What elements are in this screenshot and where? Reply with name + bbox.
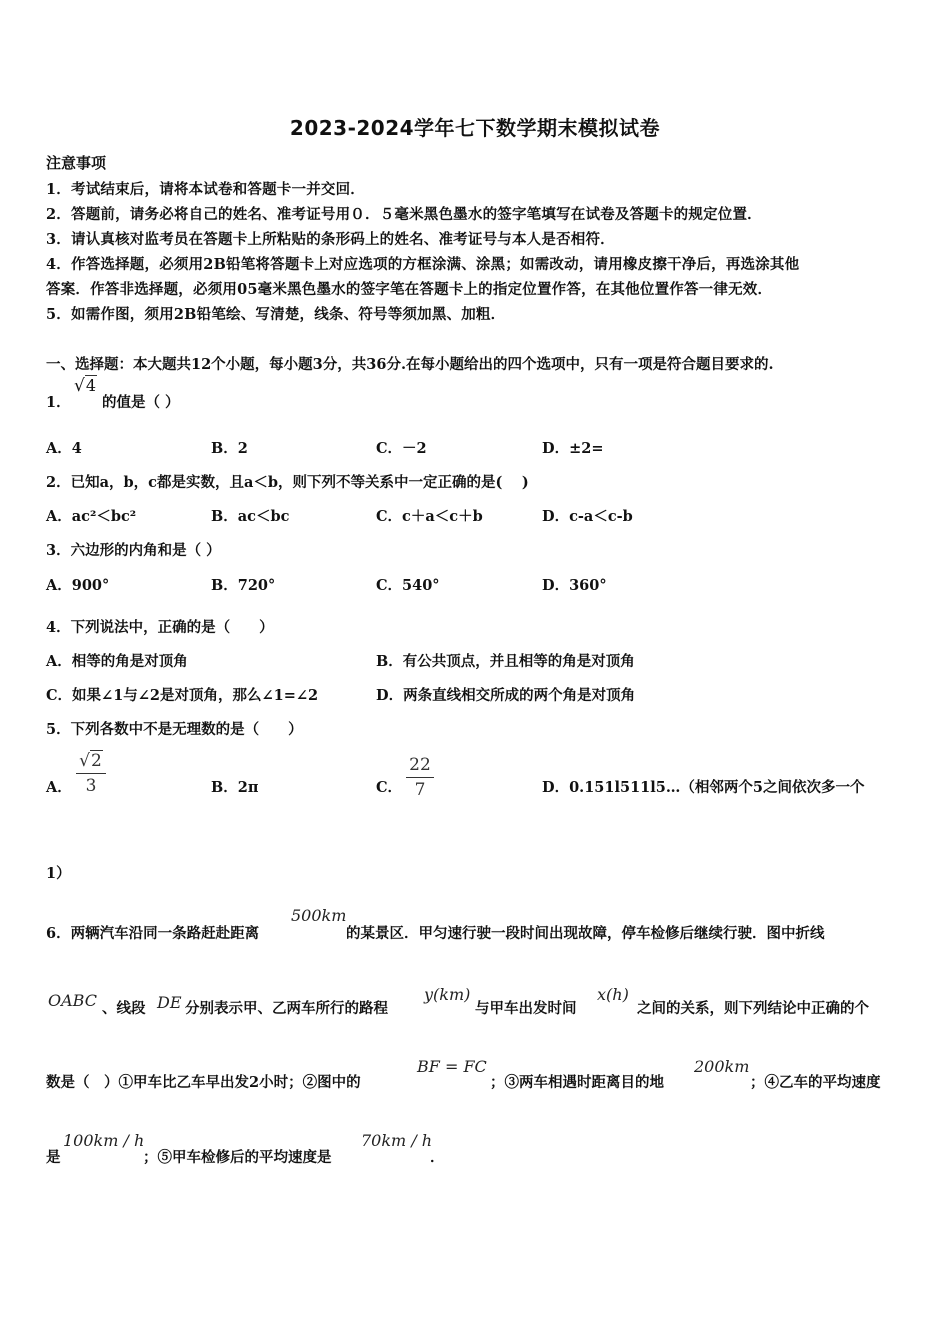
option-d: D．±2=: [542, 440, 604, 457]
question-6-text: 6．两辆汽车沿同一条路赶赴距离: [46, 925, 260, 942]
question-6-text: ；⑤甲车检修后的平均速度是: [143, 1149, 332, 1166]
question-6-text: ．: [430, 1149, 445, 1166]
question-3-text: 3．六边形的内角和是（ ）: [46, 542, 221, 559]
notice-item: 4．作答选择题，必须用2B铅笔将答题卡上对应选项的方框涂满、涂黑；如需改动，请用橡皮擦干净后，再选涂其他: [46, 256, 800, 273]
option-d: D．c-a＜c-b: [542, 508, 633, 525]
math-70kmh: 70km / h: [361, 1131, 433, 1150]
option-a: A．900°: [46, 577, 110, 594]
option-c-label: C．: [376, 779, 403, 796]
option-b: B．2: [211, 440, 248, 457]
fraction-22-over-7: [406, 754, 434, 801]
radicand: 4: [85, 376, 97, 395]
option-b: B．2π: [211, 779, 259, 796]
option-c: C．540°: [376, 577, 440, 594]
fraction-denominator: 7: [414, 780, 426, 800]
question-6-text: 分别表示甲、乙两车所行的路程: [185, 1000, 388, 1017]
math-500km: 500km: [291, 906, 347, 925]
math-x-h: x(h): [597, 985, 629, 1004]
fraction-numerator: 2: [91, 751, 102, 771]
option-d: D．两条直线相交所成的两个角是对顶角: [376, 687, 636, 704]
question-6-text: 是: [46, 1149, 61, 1166]
option-a: A．4: [46, 440, 82, 457]
option-d: D．0.151l511l5…（相邻两个5之间依次多一个: [542, 779, 865, 796]
math-bf-fc: BF = FC: [417, 1057, 487, 1076]
option-b: B．ac＜bc: [211, 508, 290, 525]
question-6-text: 与甲车出发时间: [475, 1000, 577, 1017]
option-a: A．ac²＜bc²: [46, 508, 137, 525]
math-100kmh: 100km / h: [63, 1131, 145, 1150]
option-a: A．相等的角是对顶角: [46, 653, 188, 670]
sqrt-icon: √: [74, 376, 85, 396]
question-2-text: 2．已知a，b，c都是实数，且a＜b，则下列不等关系中一定正确的是( ): [46, 474, 529, 491]
question-6-text: ；③两车相遇时距离目的地: [490, 1074, 664, 1091]
math-y-km: y(km): [424, 985, 471, 1004]
question-6-text: 、线段: [102, 1000, 146, 1017]
fraction-bar: [76, 773, 106, 774]
option-b: B．有公共顶点，并且相等的角是对顶角: [376, 653, 635, 670]
math-200km: 200km: [694, 1057, 750, 1076]
page-title: 2023-2024学年七下数学期末模拟试卷: [289, 116, 661, 140]
notice-item: 答案．作答非选择题，必须用05毫米黑色墨水的签字笔在答题卡上的指定位置作答，在其他位置作答一律无效．: [46, 281, 773, 298]
section-heading: 一、选择题：本大题共12个小题，每小题3分，共36分.在每小题给出的四个选项中，只有一项是符合题目要求的.: [46, 356, 774, 373]
math-oabc: OABC: [48, 991, 97, 1010]
notice-item: 3．请认真核对监考员在答题卡上所粘贴的条形码上的姓名、准考证号与本人是否相符．: [46, 231, 615, 248]
option-c: C．如果∠1与∠2是对顶角，那么∠1=∠2: [46, 687, 319, 704]
notice-item: 2．答题前，请务必将自己的姓名、准考证号用０．５毫米黑色墨水的签字笔填写在试卷及答题卡的规定位置．: [46, 206, 762, 223]
math-de: DE: [157, 993, 182, 1012]
option-b: B．720°: [211, 577, 276, 594]
question-6-text: 之间的关系，则下列结论中正确的个: [637, 1000, 869, 1017]
question-6-text: ；④乙车的平均速度: [750, 1074, 881, 1091]
question-6-text: 的某景区．甲匀速行驶一段时间出现故障，停车检修后继续行驶．图中折线: [346, 925, 825, 942]
question-6-text: 数是（ ）①甲车比乙车早出发2小时；②图中的: [46, 1074, 361, 1091]
question-1-number: 1．: [46, 394, 71, 411]
sqrt-icon: √: [79, 751, 90, 771]
fraction-denominator: 3: [85, 776, 97, 796]
fraction-bar: [406, 777, 434, 778]
option-d: D．360°: [542, 577, 607, 594]
notice-heading: 注意事项: [46, 154, 107, 172]
option-a-label: A．: [46, 779, 72, 796]
notice-item: 1．考试结束后，请将本试卷和答题卡一并交回．: [46, 181, 365, 198]
option-c: C．－2: [376, 440, 427, 457]
option-c: C．c＋a＜c＋b: [376, 508, 483, 525]
question-1-text: 的值是（ ）: [102, 394, 180, 411]
option-d-continued: 1）: [46, 865, 71, 882]
question-4-text: 4．下列说法中，正确的是（ ）: [46, 619, 274, 636]
question-5-text: 5．下列各数中不是无理数的是（ ）: [46, 721, 303, 738]
sqrt-expression: [74, 376, 97, 396]
notice-item: 5．如需作图，须用2B铅笔绘、写清楚，线条、符号等须加黑、加粗．: [46, 306, 506, 323]
fraction-sqrt2-over-3: [76, 750, 106, 797]
fraction-numerator: 22: [409, 755, 431, 775]
